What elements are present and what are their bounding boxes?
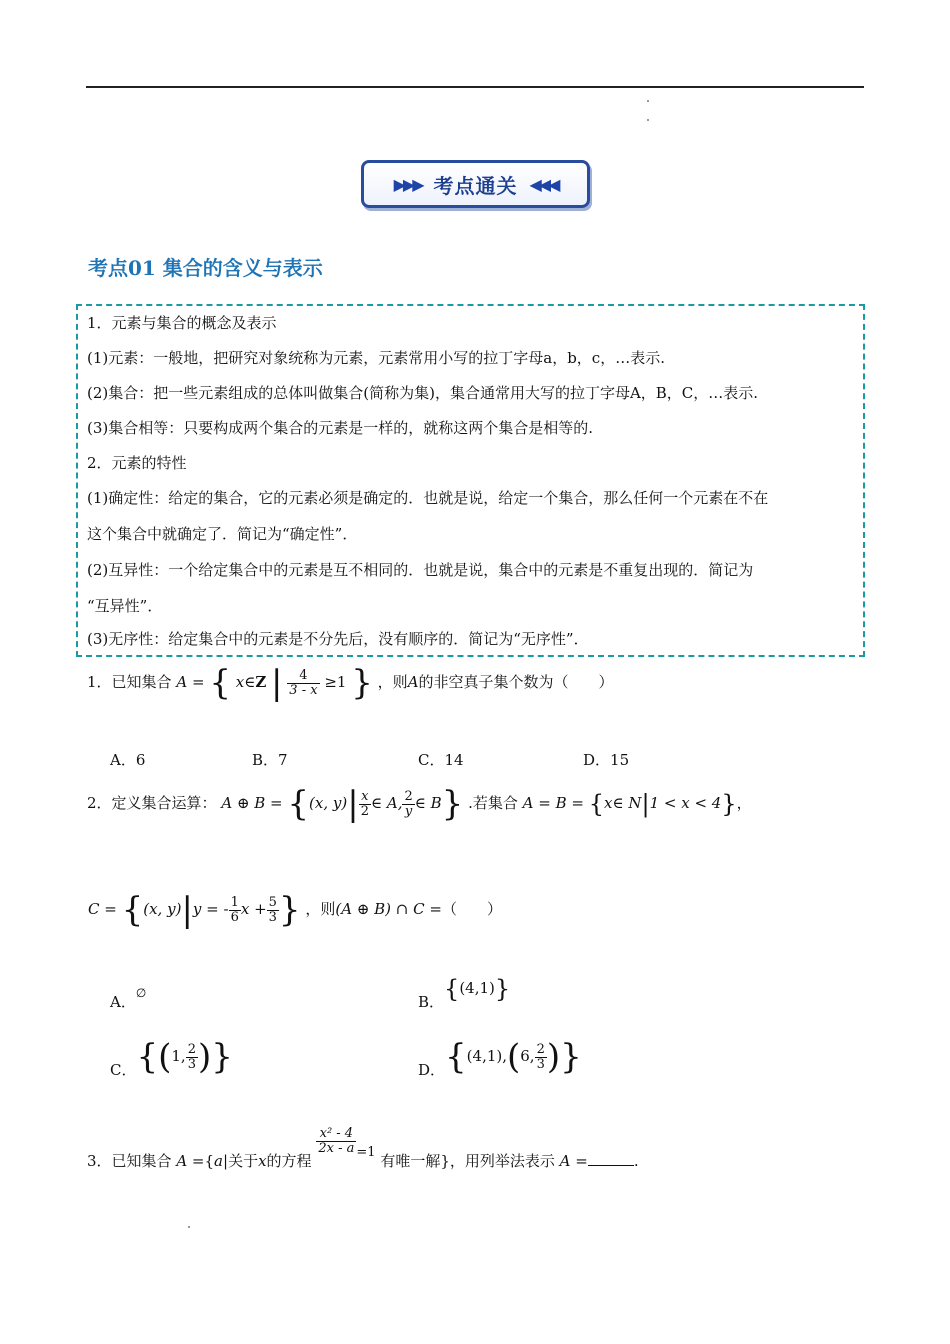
section-banner <box>361 160 590 208</box>
right-brace-icon: } <box>721 790 737 818</box>
left-arrows-icon: ◀◀◀ <box>529 174 558 194</box>
q2-ncond: 1 < x < 4 <box>649 794 722 812</box>
q2-opt-c-frac <box>186 1043 198 1072</box>
q2-c-f1n: 1 <box>230 894 239 910</box>
left-brace-icon: { <box>444 975 460 1003</box>
q1-set-z: Z <box>255 673 267 691</box>
q2-y-frac <box>402 790 414 819</box>
bar-icon: | <box>641 790 650 818</box>
q1-suffix-b: 的非空真子集个数为（ ） <box>418 673 614 691</box>
q3-fraction <box>316 1127 356 1156</box>
q2-c-f1d: 6 <box>230 909 239 925</box>
q1-option-a[interactable]: A．6 <box>110 751 146 769</box>
q1-in: ∈ <box>244 673 256 691</box>
scan-dot <box>647 119 649 121</box>
q2-nset: x∈ N <box>604 794 642 812</box>
left-paren-icon: ( <box>158 1037 172 1077</box>
q2-opt-d-b: 6, <box>520 1047 535 1065</box>
q2-opt-d-d: 3 <box>536 1056 545 1072</box>
right-brace-icon: } <box>494 975 511 1003</box>
bar-icon: | <box>181 890 193 930</box>
q2-option-a[interactable] <box>110 986 146 1012</box>
q2-opt-c-label: C． <box>110 1061 137 1079</box>
bar-icon: | <box>347 784 359 824</box>
q3-suffix: ，用列举法表示 <box>449 1152 555 1170</box>
q2-option-b[interactable] <box>418 977 510 1012</box>
knowledge-line: (1)元素：一般地，把研究对象统称为元素，元素常用小写的拉丁字母a，b，c，…表示. <box>87 349 665 367</box>
q2-opt-b-label: B． <box>418 993 445 1011</box>
left-brace-icon: { <box>209 663 231 703</box>
left-paren-icon: ( <box>507 1037 521 1077</box>
right-paren-icon: ) <box>546 1037 561 1077</box>
right-brace-icon: } <box>440 1152 450 1170</box>
left-brace-icon: { <box>136 1037 159 1077</box>
knowledge-line: (2)集合：把一些元素组成的总体叫做集合(简称为集)，集合通常用大写的拉丁字母A，B，C，…表示. <box>87 384 759 402</box>
q3-rhs: =1 <box>356 1145 376 1160</box>
knowledge-line: (1)确定性：给定的集合，它的元素必须是确定的．也就是说，给定一个集合，那么任何一个元素在不在 <box>87 489 769 507</box>
q2-in-b: ∈ B <box>414 794 442 812</box>
question-2 <box>87 784 752 824</box>
q2-then: ，则 <box>305 900 336 918</box>
left-brace-icon: { <box>121 890 144 930</box>
q2-c-y: y = - <box>192 900 229 918</box>
q1-option-c[interactable]: C．14 <box>418 751 464 769</box>
q2-c-frac1 <box>229 896 241 925</box>
q3-prefix: 3．已知集合 <box>87 1152 172 1170</box>
knowledge-line: (2)互异性：一个给定集合中的元素是互不相同的．也就是说，集合中的元素是不重复出现的．简记为 <box>87 561 754 579</box>
empty-set-icon: ∅ <box>135 986 147 1000</box>
q2-c-pair: (x, y) <box>143 900 182 918</box>
right-brace-icon: } <box>278 890 301 930</box>
q1-option-b[interactable]: B．7 <box>252 751 288 769</box>
q2-opt-d-label: D． <box>418 1061 446 1079</box>
right-brace-icon: } <box>560 1037 582 1077</box>
q1-set-name-ref: A <box>407 673 419 691</box>
q2-c-lhs: C = <box>88 900 117 918</box>
left-brace-icon: { <box>445 1037 467 1077</box>
q2-opt-c-d: 3 <box>187 1056 196 1072</box>
q2-c-frac2 <box>267 896 279 925</box>
knowledge-line: 1．元素与集合的概念及表示 <box>87 314 277 332</box>
question-3 <box>87 1127 639 1171</box>
knowledge-line: “互异性”． <box>87 597 163 615</box>
q1-set-name: A <box>176 673 188 691</box>
q1-eq: = <box>191 673 205 691</box>
q2-pair: (x, y) <box>309 794 348 812</box>
left-brace-icon: { <box>204 1152 215 1170</box>
left-brace-icon: { <box>588 790 604 818</box>
q1-suffix-a: ，则 <box>377 673 408 691</box>
knowledge-line: (3)集合相等：只要构成两个集合的元素是一样的，就称这两个集合是相等的. <box>87 419 594 437</box>
q3-var-a: a <box>214 1152 223 1170</box>
knowledge-line: (3)无序性：给定集合中的元素是不分先后，没有顺序的．简记为“无序性”． <box>87 630 589 648</box>
header-rule <box>86 86 864 88</box>
q2-mid: .若集合 <box>468 794 518 812</box>
q1-var: x <box>235 673 245 691</box>
q2-opt-a-label: A． <box>110 993 136 1011</box>
q2-c-x: x + <box>240 900 267 918</box>
q2-y-num: 2 <box>404 788 413 804</box>
q2-prefix: 2．定义集合运算： <box>87 794 217 812</box>
q3-about: 关于 <box>228 1152 259 1170</box>
q2-opt-c-a: 1, <box>171 1047 186 1065</box>
q2-opt-d-frac <box>535 1043 547 1072</box>
q2-x-den: 2 <box>360 803 369 819</box>
q2-option-d[interactable] <box>418 1037 582 1080</box>
bar-icon: | <box>223 1152 229 1170</box>
right-paren-icon: ) <box>197 1037 212 1077</box>
q2-in-a: ∈ A, <box>370 794 403 812</box>
scan-dot <box>647 100 649 102</box>
section-title: 考点01 集合的含义与表示 <box>88 256 323 280</box>
q1-den: 3 - x <box>289 682 318 698</box>
q3-unique: 有唯一解 <box>380 1152 441 1170</box>
q2-op-def: A ⊕ B = <box>221 794 283 812</box>
question-1 <box>87 663 614 703</box>
q2-opt-b-val: (4,1) <box>459 979 495 997</box>
right-brace-icon: } <box>351 663 373 703</box>
q2-expr: (A ⊕ B) ∩ C = <box>335 900 442 918</box>
q2-opt-d-a: (4,1), <box>466 1047 507 1065</box>
q2-set-c <box>88 890 502 930</box>
right-brace-icon: } <box>441 784 464 824</box>
q2-option-c[interactable] <box>110 1037 233 1080</box>
q2-comma: ， <box>736 794 752 812</box>
q2-c-f2d: 3 <box>268 909 277 925</box>
right-brace-icon: } <box>211 1037 233 1077</box>
q1-num: 4 <box>287 669 319 684</box>
q2-opt-c-n: 2 <box>187 1041 196 1057</box>
q1-fraction <box>287 669 319 698</box>
q2-x-num: x <box>359 790 371 805</box>
q3-eqn: 的方程 <box>266 1152 312 1170</box>
q2-ab-eq: A = B = <box>522 794 584 812</box>
q3-num: x² - 4 <box>316 1127 356 1142</box>
q3-ans: A = <box>559 1152 588 1170</box>
knowledge-line: 这个集合中就确定了．简记为“确定性”． <box>87 525 358 543</box>
right-arrows-icon: ▶▶▶ <box>393 174 422 194</box>
q1-prefix: 1．已知集合 <box>87 673 172 691</box>
q2-y-den: y <box>404 803 413 819</box>
answer-blank[interactable] <box>588 1153 634 1166</box>
knowledge-line: 2．元素的特性 <box>87 454 187 472</box>
q3-den: 2x - a <box>318 1141 355 1156</box>
bar-icon: | <box>271 663 283 703</box>
left-brace-icon: { <box>287 784 310 824</box>
q2-opt-d-n: 2 <box>536 1041 545 1057</box>
q3-var-x: x <box>258 1152 267 1170</box>
q2-c-f2n: 5 <box>268 894 277 910</box>
q1-ineq: ≥1 <box>324 673 347 691</box>
banner-title: 考点通关 <box>433 173 518 198</box>
q2-paren: （ ） <box>441 900 502 918</box>
q1-option-d[interactable]: D．15 <box>583 751 630 769</box>
q2-x-frac <box>359 790 371 819</box>
q3-end: . <box>633 1152 639 1170</box>
q3-lhs: A = <box>176 1152 205 1170</box>
scan-dot <box>188 1226 190 1228</box>
